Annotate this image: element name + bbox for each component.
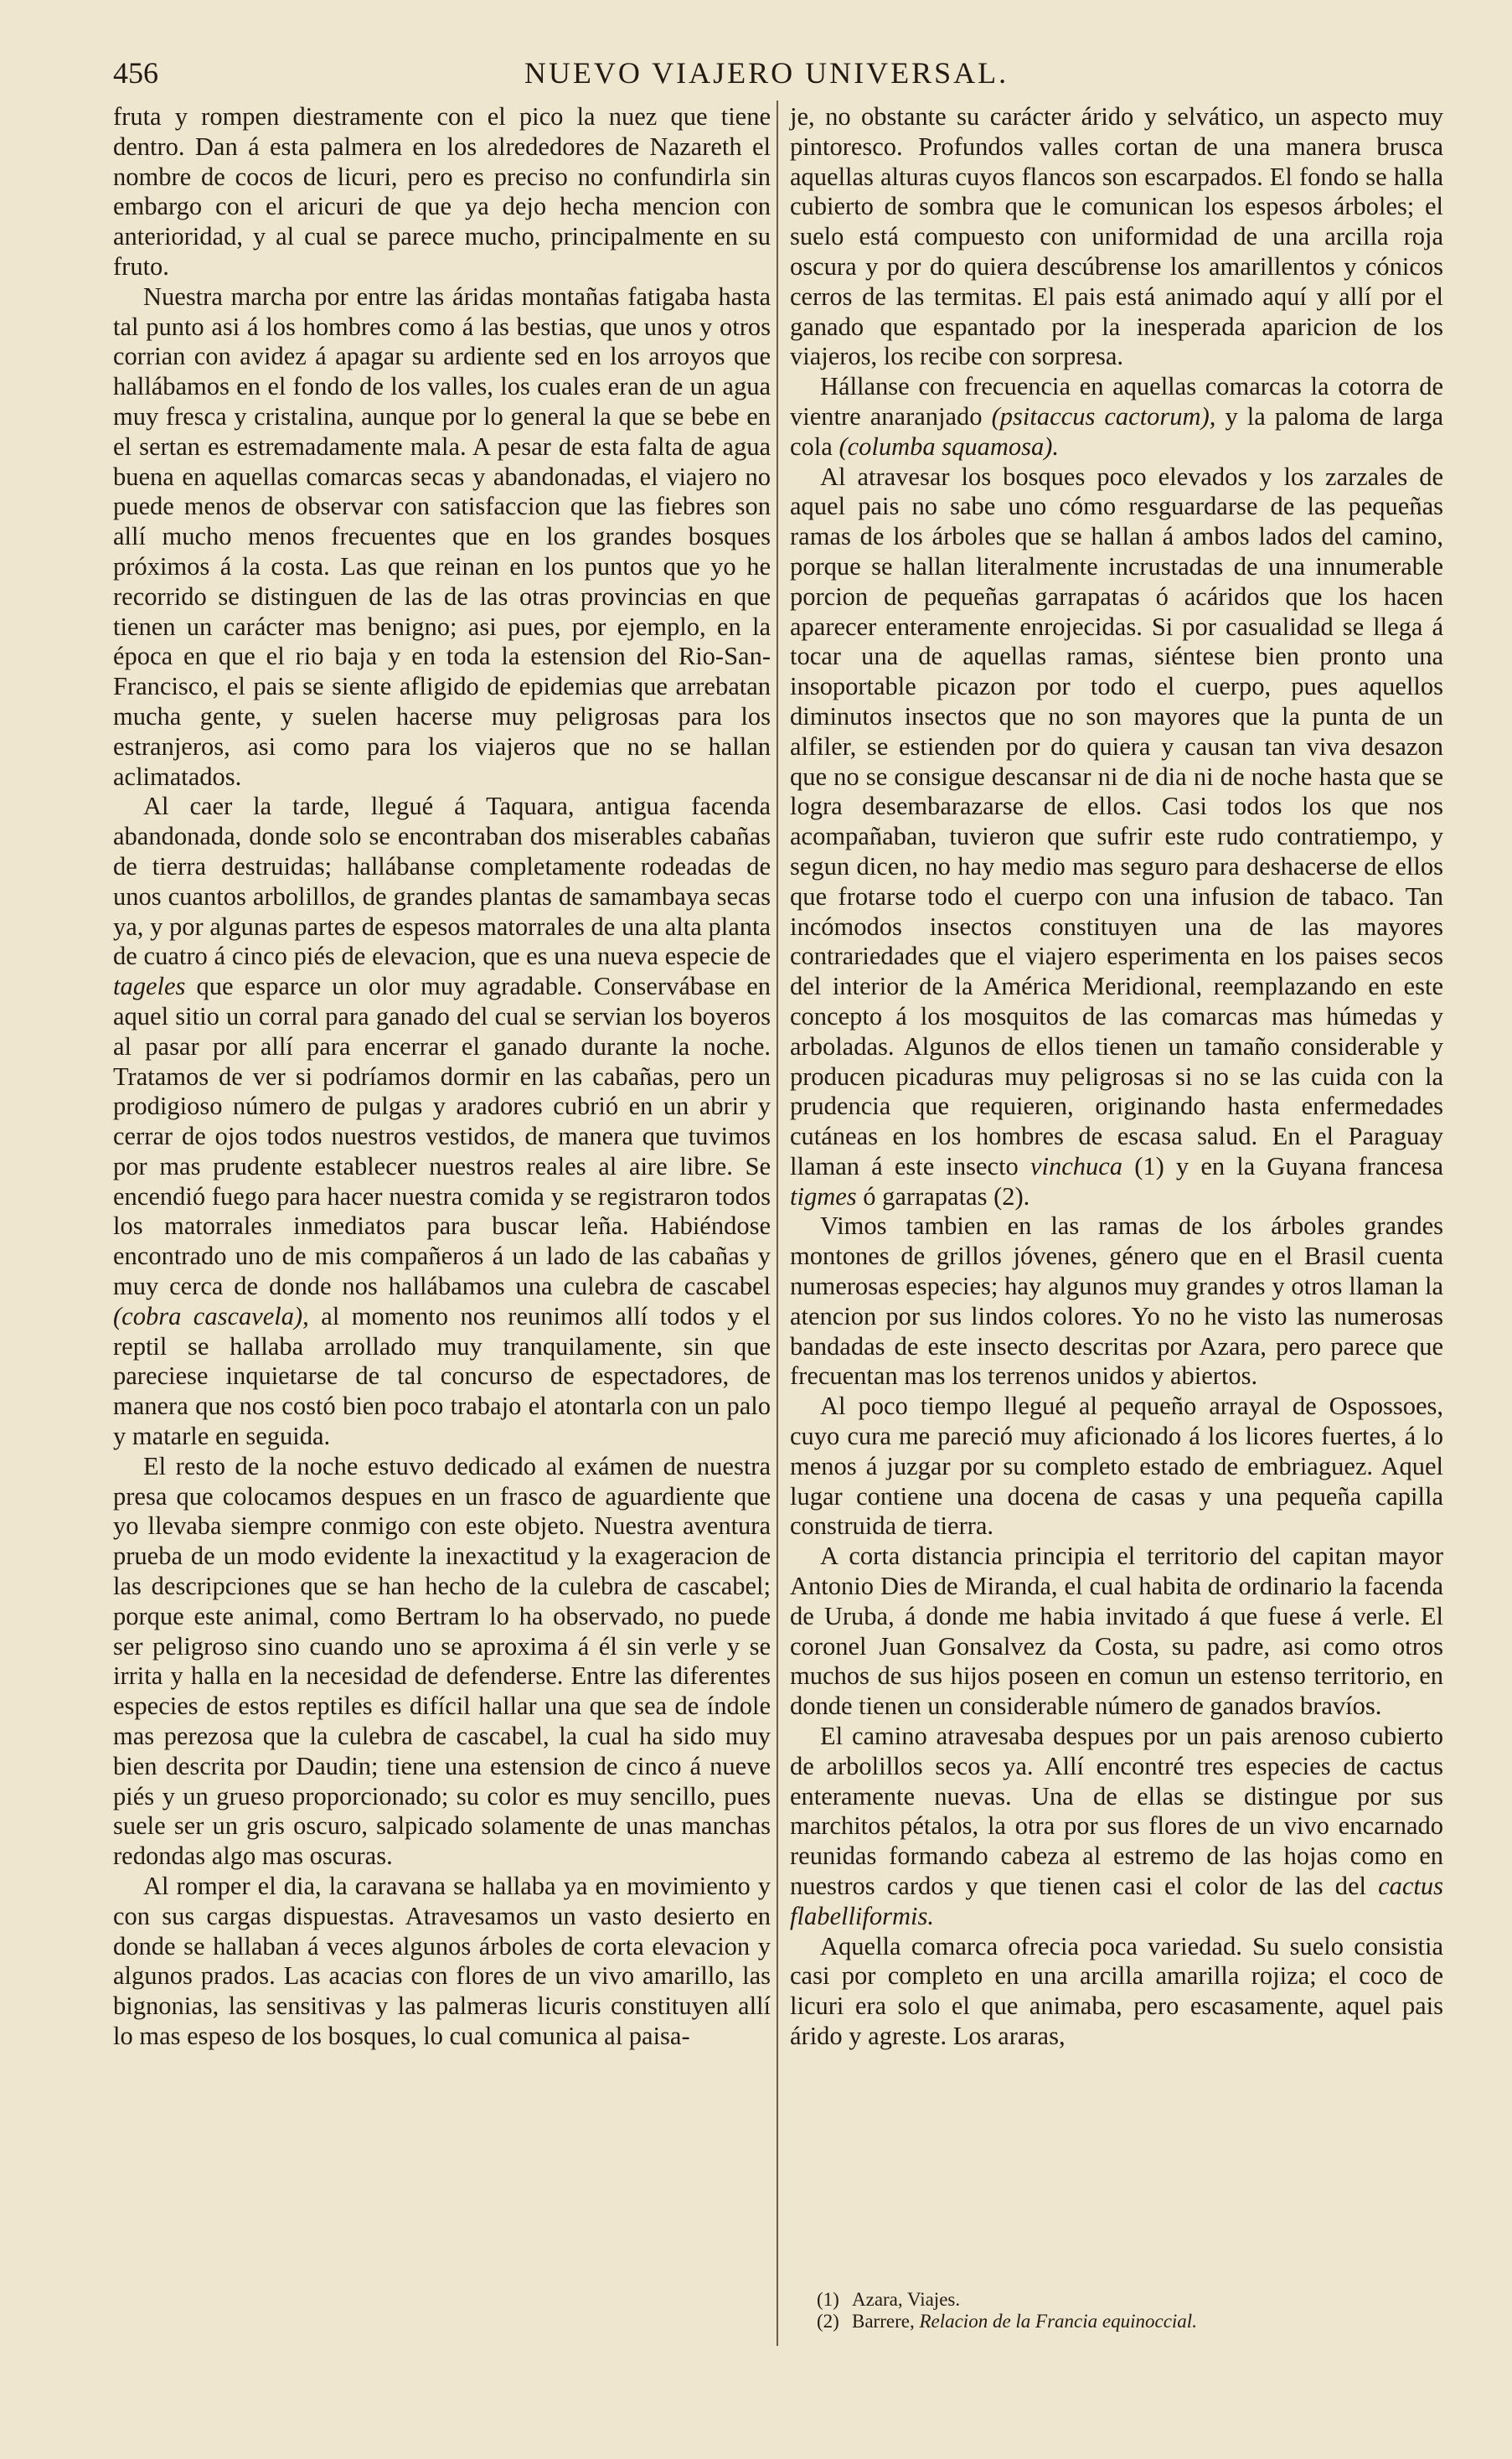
paragraph: El resto de la noche estuvo dedicado al exámen de nuestra presa que colocamos despues en un frasco de aguardiente que yo llevaba siempre conmigo con este objeto. Nuestra aventura prueba de un modo evidente la inexactitud y la exageracion de las descripciones que se han hecho de la culebra de cascabel; porque este animal, como Bertram lo ha observado, no puede ser peligroso sino cuando uno se aproxima á él sin verle y se irrita y halla en la necesidad de defenderse. Entre las diferentes especies de estos reptiles es difícil hallar una que sea de índole mas perezosa que la culebra de cascabel, la cual ha sido muy bien descrita por Daudin; tiene una estension de cinco á nueve piés y un grueso proporcionado; su color es muy sencillo, pues suele ser un gris oscuro, salpicado solamente de unas manchas redondas algo mas oscuras. xyxy=(113,1451,771,1871)
paragraph-text: El camino atravesaba despues por un pais arenoso cubierto de arbolillos secos ya. Allí encontré tres especies de cactus enteramente nuevas. Una de ellas se distingue por sus marchitos pétalos, la otra por sus flores de un vivo encarnado reunidas formando cabeza al estremo de las hojas como en nuestros cardos y que tienen casi el color de las del xyxy=(790,1722,1443,1901)
species-term: cactus flabelliformis. xyxy=(790,1872,1444,1930)
species-term: vinchuca xyxy=(1030,1151,1123,1180)
running-title: NUEVO VIAJERO UNIVERSAL. xyxy=(524,56,1009,90)
paragraph-text: Al caer la tarde, llegué á Taquara, antigua facenda abandonada, donde solo se encontraban dos miserables cabañas de tierra destruidas; hallábanse completamente rodeadas de unos cuantos arbolillos, de grandes plantas de samambaya secas ya, y por algunas partes de espesos matorrales de una alta planta de cuatro á cinco piés de elevacion, que es una nueva especie de xyxy=(113,792,771,971)
footnote xyxy=(817,2311,1403,2332)
paragraph xyxy=(790,1722,1443,1932)
footnote xyxy=(817,2289,1403,2311)
footnote-title: Relacion de la Francia equinoccial. xyxy=(919,2311,1197,2332)
species-term: (psitaccus cactorum), xyxy=(991,401,1216,431)
footnotes xyxy=(817,2289,1403,2332)
footnote-number: (1) xyxy=(817,2289,839,2310)
paragraph-text: que esparce un olor muy agradable. Conservábase en aquel sitio un corral para ganado del cual se servian los boyeros al pasar por allí para encerrar el ganado durante la noche. Tratamos de ver si podríamos dormir en las cabañas, pero un prodigioso número de pulgas y aradores cubrió en un abrir y cerrar de ojos todos nuestros vestidos, de manera que tuvimos por mas prudente establecer nuestros reales al aire libre. xyxy=(113,972,771,1180)
paragraph-text: y la paloma de larga cola xyxy=(790,401,1444,461)
species-term: (cobra cascavela), xyxy=(113,1301,309,1330)
paragraph-text: Hállanse con frecuencia en aquellas comarcas la cotorra de vientre anaranjado xyxy=(790,372,1443,431)
footnote-number: (2) xyxy=(817,2311,839,2332)
species-term: tigmes xyxy=(790,1181,857,1211)
paragraph-text: al momento nos reunimos allí todos y el reptil se hallaba arrollado muy tranquilamente, sin que pareciese inquietarse de tal concurso de espectadores, de manera que nos costó bien poco trabajo el atontarla con un palo y matarle en seguida. xyxy=(113,1301,771,1451)
paragraph xyxy=(113,792,771,1452)
paragraph: Al poco tiempo llegué al pequeño arrayal de Ospossoes, cuyo cura me pareció muy aficionado á los licores fuertes, á lo menos á juzgar por su completo estado de embriaguez. Aquel lugar contiene una docena de casas y una pequeña capilla construida de tierra. xyxy=(790,1392,1443,1541)
species-term: (columba squamosa). xyxy=(839,431,1060,461)
paragraph: je, no obstante su carácter árido y selvático, un aspecto muy pintoresco. Profundos valles cortan de una manera brusca aquellas alturas cuyos flancos son escarpados. El fondo se halla cubierto de sombra que le comunican los espesos árboles; el suelo está compuesto con uniformidad de una arcilla roja oscura y por do quiera descúbrense los amarillentos y cónicos cerros de las termitas. El pais está animado aquí y allí por el ganado que espantado por la inesperada aparicion de los viajeros, los recibe con sorpresa. xyxy=(790,102,1443,371)
paragraph: Aquella comarca ofrecia poca variedad. Su suelo consistia casi por completo en una arcilla amarilla rojiza; el coco de licuri era solo el que animaba, pero escasamente, aquel pais árido y agreste. Los araras, xyxy=(790,1931,1443,2050)
paragraph: fruta y rompen diestramente con el pico la nuez que tiene dentro. Dan á esta palmera en los alrededores de Nazareth el nombre de cocos de licuri, pero es preciso no confundirla sin embargo con el aricuri de que ya dejo hecha mencion con anterioridad, y al cual se parece mucho, principalmente en su fruto. xyxy=(113,102,771,281)
paragraph xyxy=(790,462,1443,1212)
paragraph-text: Al atravesar los bosques poco elevados y los zarzales de aquel pais no sabe uno cómo resguardarse de las pequeñas ramas de los árboles que se hallan á ambos lados del camino, porque se hallan literalmente incrustadas de una innumerable porcion de pequeñas garrapatas ó acáridos que los hacen aparecer enteramente enrojecidas. Si por casualidad se llega á tocar una de aquellas ramas, siéntese bien pronto una insoportable picazon por todo el cuerpo, pues aquellos diminutos insectos que no son mayores que la punta de un alfiler, se estienden por do quiera y causan tan viva desazon que no se consigue descansar ni de dia ni de noche hasta que se logra desembarazarse de ellos. Casi todos los que nos acompañaban, tuvieron que sufrir este rudo contratiempo, y segun dicen, no hay medio mas seguro para deshacerse de ellos que frotarse todo el cuerpo con una infusion de tabaco. Tan incómodos insectos constituyen una de las mayores contrariedades que el viajero esperimenta en los paises secos del interior de la América Meridional, reemplazando en este concepto á los mosquitos de las comarcas mas húmedas y arboladas. Algunos de ellos tienen un tamaño considerable y producen picaduras muy peligrosas si no se las cuida con la prudencia que requieren, originando hasta enfermedades cutáneas en los hombres de escasa salud. En el Paraguay llaman á este insecto xyxy=(790,462,1443,1180)
paragraph: Al romper el dia, la caravana se hallaba ya en movimiento y con sus cargas dispuestas. Atravesamos un vasto desierto en donde se hallaban á veces algunos árboles de corta elevacion y algunos prados. Las acacias con flores de un vivo amarillo, las bignonias, las sensitivas y las palmeras licuris constituyen allí lo mas espeso de los bosques, lo cual comunica al paisa- xyxy=(113,1872,771,2050)
page-header xyxy=(113,55,1420,97)
left-column xyxy=(113,102,771,2052)
page-number: 456 xyxy=(113,56,158,90)
column-divider xyxy=(777,101,778,2346)
paragraph: Nuestra marcha por entre las áridas montañas fatigaba hasta tal punto asi á los hombres como á las bestias, que unos y otros corrian con avidez á apagar su ardiente sed en los arroyos que hallábamos en el fondo de los valles, los cuales eran de un agua muy fresca y cristalina, aunque por lo general la que se bebe en el sertan es estremadamente mala. A pesar de esta falta de agua buena en aquellas comarcas secas y abandonadas, el viajero no puede menos de observar con satisfaccion que las fiebres son allí mucho menos frecuentes que en los grandes bosques próximos á la costa. Las que reinan en los puntos que yo he recorrido se distinguen de las de las otras provincias en que tienen un carácter mas benigno; asi pues, por ejemplo, en la época en que el rio baja y en toda la estension del Rio-San-Francisco, el pais se siente afligido de epidemias que arrebatan mucha gente, y suelen hacerse muy peligrosas para los estranjeros, asi como para los viajeros que no se hallan aclimatados. xyxy=(113,282,771,791)
footnote-text: Barrere, xyxy=(852,2311,915,2332)
footnote-text: Azara, Viajes. xyxy=(852,2289,961,2310)
species-term: tageles xyxy=(113,972,186,1001)
paragraph xyxy=(790,372,1443,462)
paragraph: A corta distancia principia el territorio del capitan mayor Antonio Dies de Miranda, el cual habita de ordinario la facenda de Uruba, á donde me habia invitado á que fuese á verle. El coronel Juan Gonsalvez da Costa, su padre, asi como otros muchos de sus hijos poseen en comun un estenso territorio, en donde tienen un considerable número de ganados bravíos. xyxy=(790,1542,1443,1721)
paragraph-text: Se encendió fuego para hacer nuestra comida y se registraron todos los matorrales inmediatos para buscar leña. Habiéndose encontrado uno de mis compañeros á un lado de las cabañas y muy cerca de donde nos hallábamos una culebra de cascabel xyxy=(113,1151,771,1301)
right-column xyxy=(790,102,1443,2052)
paragraph-text: ó garrapatas (2). xyxy=(863,1181,1030,1211)
paragraph-text: (1) y en la Guyana francesa xyxy=(1134,1151,1444,1180)
paragraph: Vimos tambien en las ramas de los árboles grandes montones de grillos jóvenes, género que en el Brasil cuenta numerosas especies; hay algunos muy grandes y otros llaman la atencion por sus lindos colores. Yo no he visto las numerosas bandadas de este insecto descritas por Azara, pero parece que frecuentan mas los terrenos unidos y abiertos. xyxy=(790,1211,1443,1391)
